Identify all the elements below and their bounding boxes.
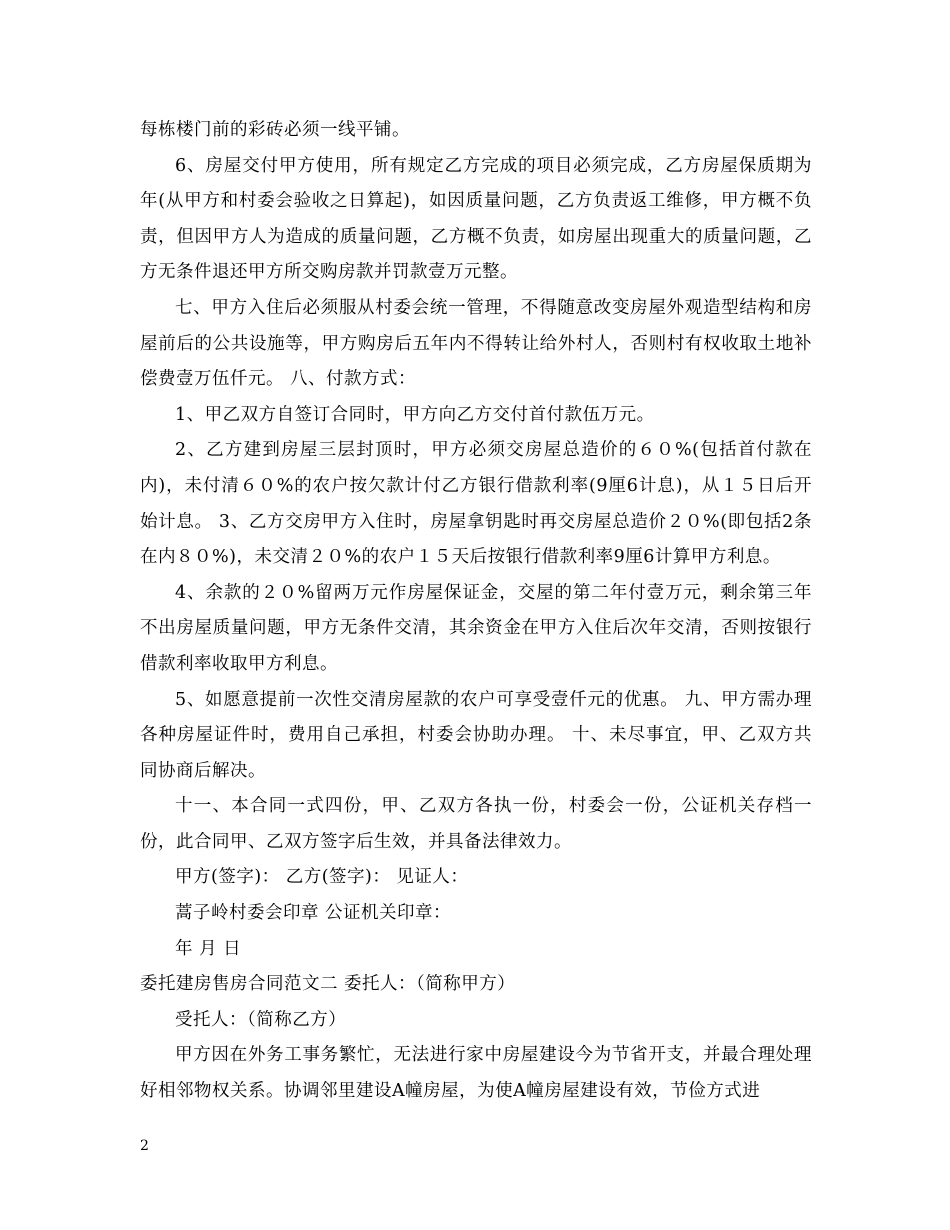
page-number: 2 <box>140 1138 149 1154</box>
paragraph-0: 每栋楼门前的彩砖必须一线平铺。 <box>140 120 410 140</box>
paragraph-1: 6、房屋交付甲方使用，所有规定乙方完成的项目必须完成，乙方房屋保质期为年(从甲方和村委会验收之日算起)，如因质量问题，乙方负责返工维修，甲方概不负责，但因甲方人为造成的质量问题，乙方概不负责，如房屋出现重大的质量问题，乙方无条件退还甲方所交购房款并罚款壹万元整。 <box>140 155 812 283</box>
paragraph-3: 1、甲乙双方自签订合同时，甲方向乙方交付首付款伍万元。 <box>175 404 655 425</box>
date-line: 年 月 日 <box>175 938 242 959</box>
paragraph-12: 受托人：（简称乙方） <box>175 1009 347 1030</box>
document-body <box>140 113 812 1110</box>
seal-line: 蒿子岭村委会印章 公证机关印章： <box>175 903 452 924</box>
paragraph-2: 七、甲方入住后必须服从村委会统一管理，不得随意改变房屋外观造型结构和房屋前后的公共设施等，甲方购房后五年内不得转让给外村人，否则村有权收取土地补偿费壹万伍仟元。 八、付款方式： <box>140 297 812 390</box>
section-heading: 委托建房售房合同范文二 委托人：（简称甲方） <box>140 974 516 995</box>
paragraph-5: 4、余款的２０%留两万元作房屋保证金，交屋的第二年付壹万元，剩余第三年不出房屋质量问题，甲方无条件交清，其余资金在甲方入住后次年交清，否则按银行借款利率收取甲方利息。 <box>140 582 812 674</box>
paragraph-6: 5、如愿意提前一次性交清房屋款的农户可享受壹仟元的优惠。 九、甲方需办理各种房屋证件时，费用自己承担，村委会协助办理。 十、未尽事宜，甲、乙双方共同协商后解决。 <box>140 689 812 781</box>
signature-line: 甲方(签字)： 乙方(签字)： 见证人： <box>175 867 469 888</box>
paragraph-13: 甲方因在外务工事务繁忙，无法进行家中房屋建设今为节省开支，并最合理处理好相邻物权关系。协调邻里建设A幢房屋，为使A幢房屋建设有效，节俭方式进 <box>140 1045 812 1102</box>
paragraph-4: 2、乙方建到房屋三层封顶时，甲方必须交房屋总造价的６０%(包括首付款在内)，未付清６０%的农户按欠款计付乙方银行借款利率(9厘6计息)，从１５日后开始计息。 3、乙方交房甲方入住时，房屋拿钥匙时再交房屋总造价２０%(即包括2条在内８０%)，未交清２０%的农户１５天后按银行借款利率9厘6计算甲方利息。 <box>140 440 812 568</box>
paragraph-7: 十一、本合同一式四份，甲、乙双方各执一份，村委会一份，公证机关存档一份，此合同甲、乙双方签字后生效，并具备法律效力。 <box>140 796 812 852</box>
